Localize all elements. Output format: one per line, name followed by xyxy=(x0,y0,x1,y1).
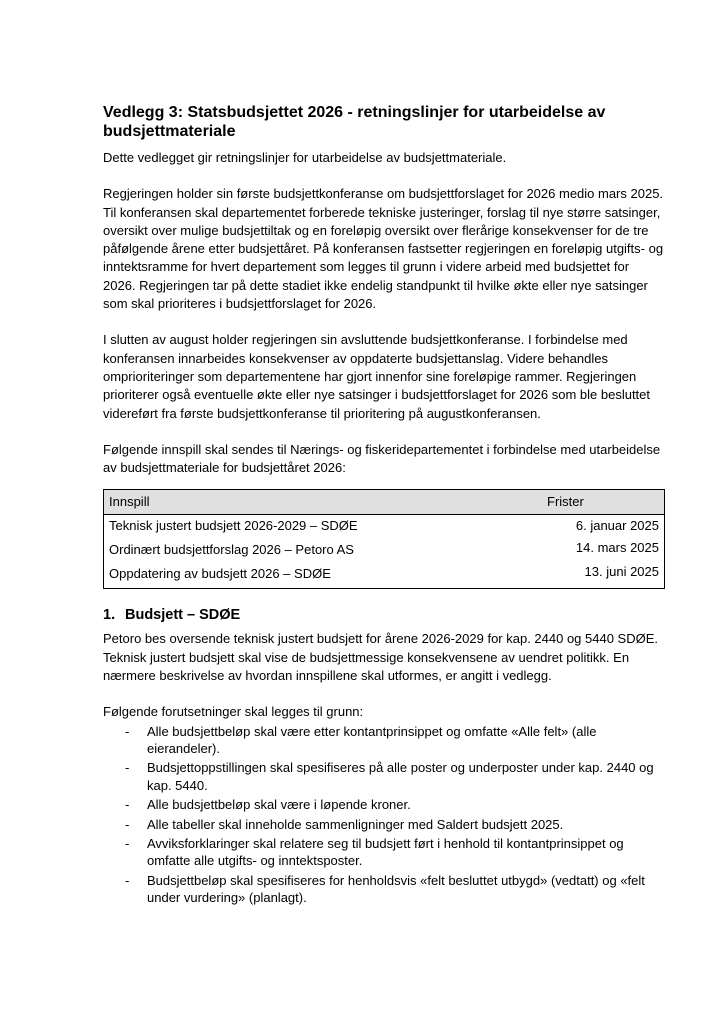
list-item-text: Budsjettbeløp skal spesifiseres for henholdsvis «felt besluttet utbygd» (vedtatt) og «felt under vurdering» (planlagt). xyxy=(147,872,645,906)
document-title: Vedlegg 3: Statsbudsjettet 2026 - retningslinjer for utarbeidelse av budsjettmateriale xyxy=(103,104,606,140)
dash-bullet: - xyxy=(125,816,130,832)
assumptions-list xyxy=(103,723,665,907)
list-item xyxy=(103,872,665,907)
list-item-text: Alle budsjettbeløp skal være etter kontantprinsippet og omfatte «Alle felt» (alle eierandeler). xyxy=(147,723,597,757)
dash-bullet: - xyxy=(125,872,130,888)
dash-bullet: - xyxy=(125,797,130,813)
paragraph-table-intro: Følgende innspill skal sendes til Nærings- og fiskeridepartementet i forbindelse med utarbeidelse av budsjettmateriale for budsjettåret 2026: xyxy=(103,441,661,476)
paragraph-final-conference: I slutten av august holder regjeringen sin avsluttende budsjettkonferanse. I forbindelse med konferansen innarbeides konsekvenser av oppdaterte budsjettanslag. Videre behandles omprioriteringer som departementene har gjort innenfor sine foreløpige rammer. Regjeringen prioriterer også eventuelle økte eller nye satsinger i budsjettforslaget for 2026 som ble besluttet videreført fra første budsjettkonferanse til prioritering på augustkonferansen. xyxy=(103,332,651,421)
dash-bullet: - xyxy=(125,723,130,739)
table-cell-frist: 6. januar 2025 xyxy=(575,518,659,534)
list-item xyxy=(103,759,665,794)
table-row xyxy=(104,540,665,564)
table-header-row xyxy=(104,490,665,515)
list-item-text: Budsjettoppstillingen skal spesifiseres på alle poster og underposter under kap. 2440 og kap. 5440. xyxy=(147,760,654,793)
dash-bullet: - xyxy=(125,836,130,852)
list-item-text: Alle budsjettbeløp skal være i løpende kroner. xyxy=(147,797,411,813)
section-heading-text: Budsjett – SDØE xyxy=(125,607,241,624)
list-item xyxy=(103,835,665,870)
list-item xyxy=(103,796,665,813)
deadlines-table xyxy=(103,489,665,589)
section-paragraph: Petoro bes oversende teknisk justert budsjett for årene 2026-2029 for kap. 2440 og 5440 SDØE. Teknisk justert budsjett skal vise de budsjettmessige konsekvensene av uendret politikk. En nærmere beskrivelse av hvordan innspillene skal utformes, er angitt i vedlegg. xyxy=(103,631,659,684)
list-item-text: Alle tabeller skal inneholde sammenligninger med Saldert budsjett 2025. xyxy=(147,816,564,832)
column-header-innspill: Innspill xyxy=(104,490,548,515)
table-cell-innspill: Oppdatering av budsjett 2026 – SDØE xyxy=(109,566,331,582)
list-item xyxy=(103,723,665,758)
table-cell-innspill: Teknisk justert budsjett 2026-2029 – SDØE xyxy=(109,518,358,534)
table-cell-frist: 13. juni 2025 xyxy=(584,564,659,580)
section-number: 1. xyxy=(103,607,116,624)
intro-paragraph: Dette vedlegget gir retningslinjer for utarbeidelse av budsjettmateriale. xyxy=(103,150,507,165)
table-cell-innspill: Ordinært budsjettforslag 2026 – Petoro AS xyxy=(109,542,354,558)
table-row xyxy=(104,564,665,589)
document-page xyxy=(103,103,665,909)
list-intro: Følgende forutsetninger skal legges til grunn: xyxy=(103,704,364,720)
dash-bullet: - xyxy=(125,760,130,776)
table-row xyxy=(104,515,665,541)
list-item-text: Avviksforklaringer skal relatere seg til budsjett ført i henhold til kontantprinsippet og omfatte alle utgifts- og inntektsposter. xyxy=(147,836,624,869)
table-cell-frist: 14. mars 2025 xyxy=(575,540,659,556)
list-item xyxy=(103,816,665,833)
column-header-frister: Frister xyxy=(547,490,665,515)
paragraph-first-conference: Regjeringen holder sin første budsjettkonferanse om budsjettforslaget for 2026 medio mars 2025. Til konferansen skal departementet forberede tekniske justeringer, forslag til nye større satsinger, oversikt over mulige budsjettiltak og en foreløpig oversikt over flerårige konsekvenser for de tre påfølgende årene etter budsjettåret. På konferansen fastsetter regjeringen en foreløpig utgifts- og inntektsramme for hvert departement som legges til grunn i videre arbeid med budsjettet for 2026. Regjeringen tar på dette stadiet ikke endelig standpunkt til hvilke økte eller nye satsinger som skal prioriteres i budsjettforslaget for 2026. xyxy=(103,186,664,312)
section-heading-budsjett-sdoe xyxy=(103,606,665,624)
